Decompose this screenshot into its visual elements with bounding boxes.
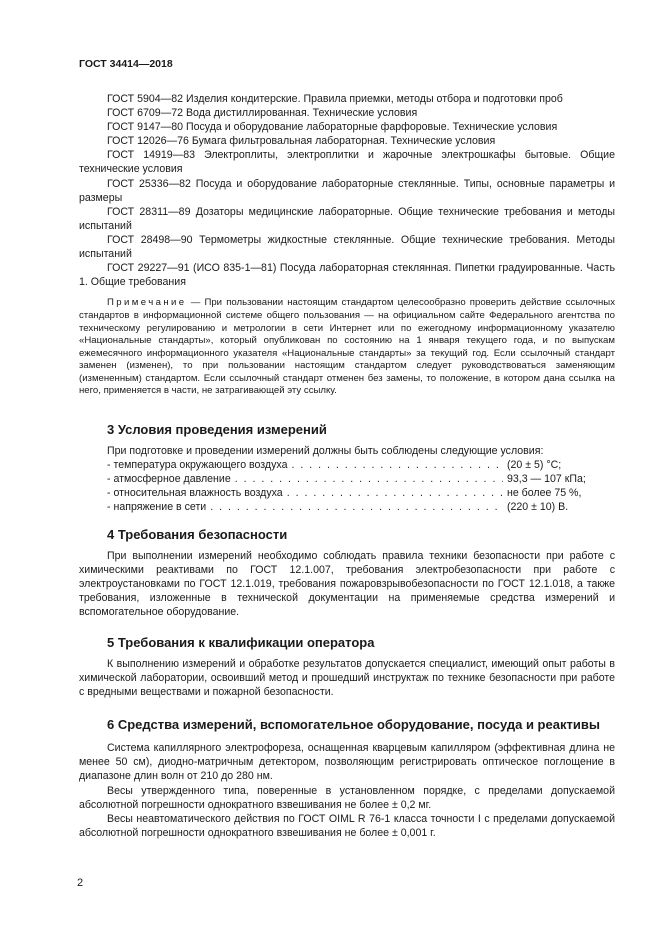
section-6-paragraph: Весы утвержденного типа, поверенные в установленном порядке, с пределами допускаемой абсолютной погрешности однократного взвешивания не более ± 0,2 мг.: [79, 784, 615, 811]
section-5-text: К выполнению измерений и обработке результатов допускается специалист, имеющий опыт работы в химической лаборатории, освоивший метод и прошедший инструктаж по технике безопасности при работе с вредными веществами и пожарной безопасности.: [79, 658, 615, 699]
note-lead: Примечание: [107, 297, 187, 309]
dot-leader: [291, 458, 503, 472]
condition-row: [79, 486, 615, 500]
section-6-title: 6 Средства измерений, вспомогательное оборудование, посуда и реактивы: [107, 717, 600, 733]
condition-row: [79, 500, 615, 514]
dot-leader: [287, 486, 503, 500]
reference-item: ГОСТ 5904—82 Изделия кондитерские. Правила приемки, методы отбора и подготовки проб: [107, 93, 563, 105]
section-3-intro: При подготовке и проведении измерений должны быть соблюдены следующие условия:: [107, 445, 544, 458]
document-code-header: ГОСТ 34414—2018: [79, 58, 173, 70]
references-note: [79, 297, 615, 398]
condition-value: 93,3 — 107 кПа;: [507, 473, 586, 486]
reference-item: ГОСТ 29227—91 (ИСО 835-1—81) Посуда лабораторная стеклянная. Пипетки градуированные. Часть 1. Общие требования: [79, 262, 615, 289]
reference-item: ГОСТ 9147—80 Посуда и оборудование лабораторные фарфоровые. Технические условия: [107, 121, 558, 134]
section-6-paragraph: Весы неавтоматического действия по ГОСТ OIML R 76-1 класса точности I с пределами допускаемой абсолютной погрешности однократного взвешивания не более ± 0,001 г.: [79, 812, 615, 839]
condition-label: - напряжение в сети: [107, 501, 207, 514]
section-6-paragraph: Система капиллярного электрофореза, оснащенная кварцевым капилляром (эффективная длина не менее 50 см), диодно-матричным детектором, позволяющим регистрировать оптическое поглощение в диапазоне длин волн от 210 до 280 нм.: [79, 742, 615, 783]
condition-row: [79, 458, 615, 472]
measurement-conditions-list: [79, 458, 615, 514]
condition-value: не более 75 %,: [507, 487, 582, 500]
section-3-title: 3 Условия проведения измерений: [107, 422, 327, 438]
normative-references-list: [79, 92, 615, 289]
condition-label: - атмосферное давление: [107, 473, 231, 486]
condition-value: (20 ± 5) °С;: [507, 459, 562, 472]
section-4-title: 4 Требования безопасности: [107, 526, 288, 542]
condition-label: - температура окружающего воздуха: [107, 459, 288, 472]
note-text: — При пользовании настоящим стандартом целесообразно проверить действие ссылочных стандартов в информационной системе общего пользования — на официальном сайте Федерального агентства по техническому регулированию и метрологии в сети Интернет или по ежегодному информационному указателю «Национальные стандарты», который опубликован по состоянию на 1 января текущего года, и по выпускам ежемесячного информационного указателя «Национальные стандарты» за текущий год. Если ссылочный стандарт заменен (изменен), то при пользовании настоящим стандартом следует руководствоваться заменяющим (измененным) стандартом. Если ссылочный стандарт отменен без замены, то положение, в котором дана ссылка на него, применяется в части, не затрагивающей эту ссылку.: [79, 297, 615, 397]
condition-label: - относительная влажность воздуха: [107, 487, 283, 500]
reference-item: ГОСТ 28498—90 Термометры жидкостные стеклянные. Общие технические требования. Методы испытаний: [79, 233, 615, 261]
section-5-title: 5 Требования к квалификации оператора: [107, 635, 375, 650]
section-4-text: При выполнении измерений необходимо соблюдать правила техники безопасности при работе с химическими реактивами по ГОСТ 12.1.007, требования электробезопасности при работе с электроустановками по ГОСТ 12.1.019, требования пожаровзрывобезопасности по ГОСТ 12.1.018, а также требования, изложенные в технической документации на применяемые средства измерений и вспомогательное оборудование.: [79, 549, 615, 618]
condition-row: [79, 472, 615, 486]
page-number: 2: [77, 877, 84, 889]
reference-item: ГОСТ 28311—89 Дозаторы медицинские лабораторные. Общие технические требования и методы испытаний: [79, 205, 615, 232]
reference-item: ГОСТ 25336—82 Посуда и оборудование лабораторные стеклянные. Типы, основные параметры и размеры: [79, 177, 615, 204]
reference-item: ГОСТ 12026—76 Бумага фильтровальная лабораторная. Технические условия: [107, 135, 496, 148]
reference-item: ГОСТ 14919—83 Электроплиты, электроплитки и жарочные электрошкафы бытовые. Общие технические условия: [79, 149, 615, 176]
dot-leader: [210, 500, 503, 514]
reference-item: ГОСТ 6709—72 Вода дистиллированная. Технические условия: [107, 107, 418, 120]
condition-value: (220 ± 10) В.: [507, 501, 569, 514]
document-body: [79, 92, 615, 840]
dot-leader: [235, 472, 503, 486]
